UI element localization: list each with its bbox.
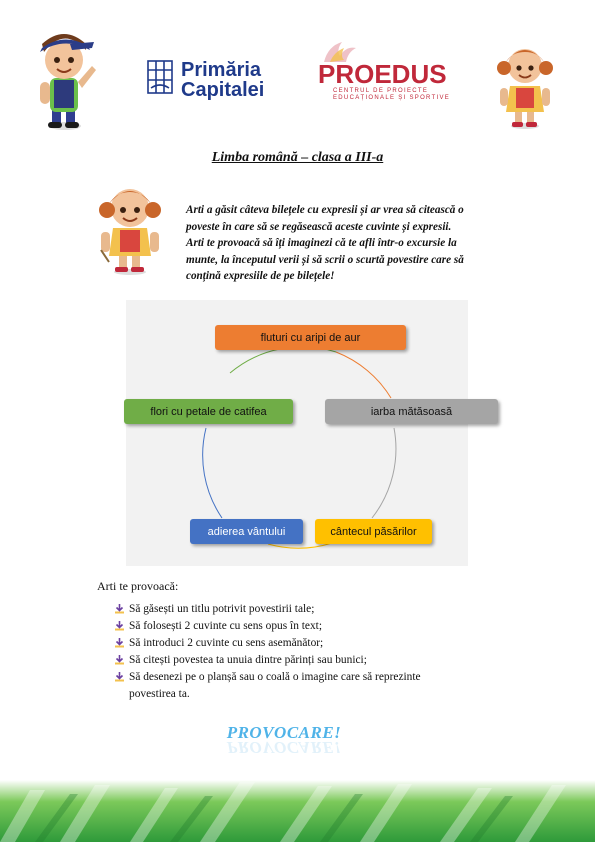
diagram-node: [315, 519, 432, 544]
diagram-node-label: iarba mătăsoasă: [370, 405, 453, 418]
boy-character-illustration: [30, 22, 100, 132]
intro-line: Arti a găsit câteva bilețele cu expresii și ar vrea să citească o: [186, 204, 464, 216]
provocare-banner: PROVOCARE!: [226, 723, 342, 742]
list-item: [115, 652, 495, 669]
primaria-logo-line2: Capitalei: [181, 79, 265, 101]
diagram-node: [215, 325, 406, 350]
diagram-node: [190, 519, 303, 544]
green-stripes-footer-decoration: [0, 780, 595, 842]
girl-character-illustration-top: [494, 38, 556, 130]
list-item: [115, 669, 495, 703]
intro-paragraph: [186, 202, 516, 285]
primaria-logo-line1: Primăria: [181, 59, 262, 81]
arrow-bullet-icon: [115, 604, 124, 614]
diagram-node-label: flori cu petale de catifea: [150, 405, 267, 418]
list-item-text: Să găsești un titlu potrivit povestirii tale;: [129, 603, 315, 615]
arrow-bullet-icon: [115, 655, 124, 665]
proedus-sub-line2: EDUCAȚIONALE ȘI SPORTIVE: [333, 95, 451, 101]
list-item-text: Să introduci 2 cuvinte cu sens asemănător;: [129, 637, 324, 649]
intro-line: Arti te provoacă să îți imaginezi că te afli într-o excursie la: [186, 237, 457, 249]
intro-line: poveste în care să se regăsească aceste cuvinte și expresii.: [186, 220, 452, 233]
arrow-bullet-icon: [115, 638, 124, 648]
arrow-bullet-icon: [115, 621, 124, 631]
primaria-capitalei-emblem-icon: [145, 58, 175, 96]
diagram-node-label: adierea vântului: [207, 525, 286, 538]
list-item: [115, 601, 495, 618]
diagram-node-label: fluturi cu aripi de aur: [260, 331, 361, 344]
intro-line: conțină expresiile de pe bilețele!: [186, 270, 335, 282]
challenge-list: [115, 601, 495, 703]
provocare-banner-reflection: PROVOCARE!: [226, 738, 342, 757]
list-item-text: Să desenezi pe o planșă sau o coală o imagine care să reprezinte: [129, 671, 421, 683]
list-item-text: Să folosești 2 cuvinte cu sens opus în text;: [129, 620, 322, 632]
diagram-node: [124, 399, 293, 424]
diagram-node-label: cântecul păsărilor: [330, 525, 417, 538]
diagram-node: [325, 399, 498, 424]
list-item-continuation: povestirea ta.: [129, 688, 190, 700]
proedus-logo-name: PROEDUS: [318, 59, 447, 89]
list-item: [115, 635, 495, 652]
list-item-text: Să citești povestea ta unuia dintre părinți sau bunici;: [129, 654, 367, 666]
proedus-sub-line1: CENTRUL DE PROIECTE: [333, 88, 429, 94]
proedus-logo-subtitle: [333, 88, 453, 102]
arrow-bullet-icon: [115, 672, 124, 682]
girl-character-illustration-intro: [95, 176, 165, 276]
page-title: Limba română – clasa a III-a: [211, 150, 384, 165]
intro-line: munte, la începutul verii și să scrii o scurtă povestire care să: [186, 253, 464, 266]
challenge-heading: Arti te provoacă:: [97, 579, 179, 593]
primaria-logo-text: [181, 60, 264, 100]
list-item: [115, 618, 495, 635]
